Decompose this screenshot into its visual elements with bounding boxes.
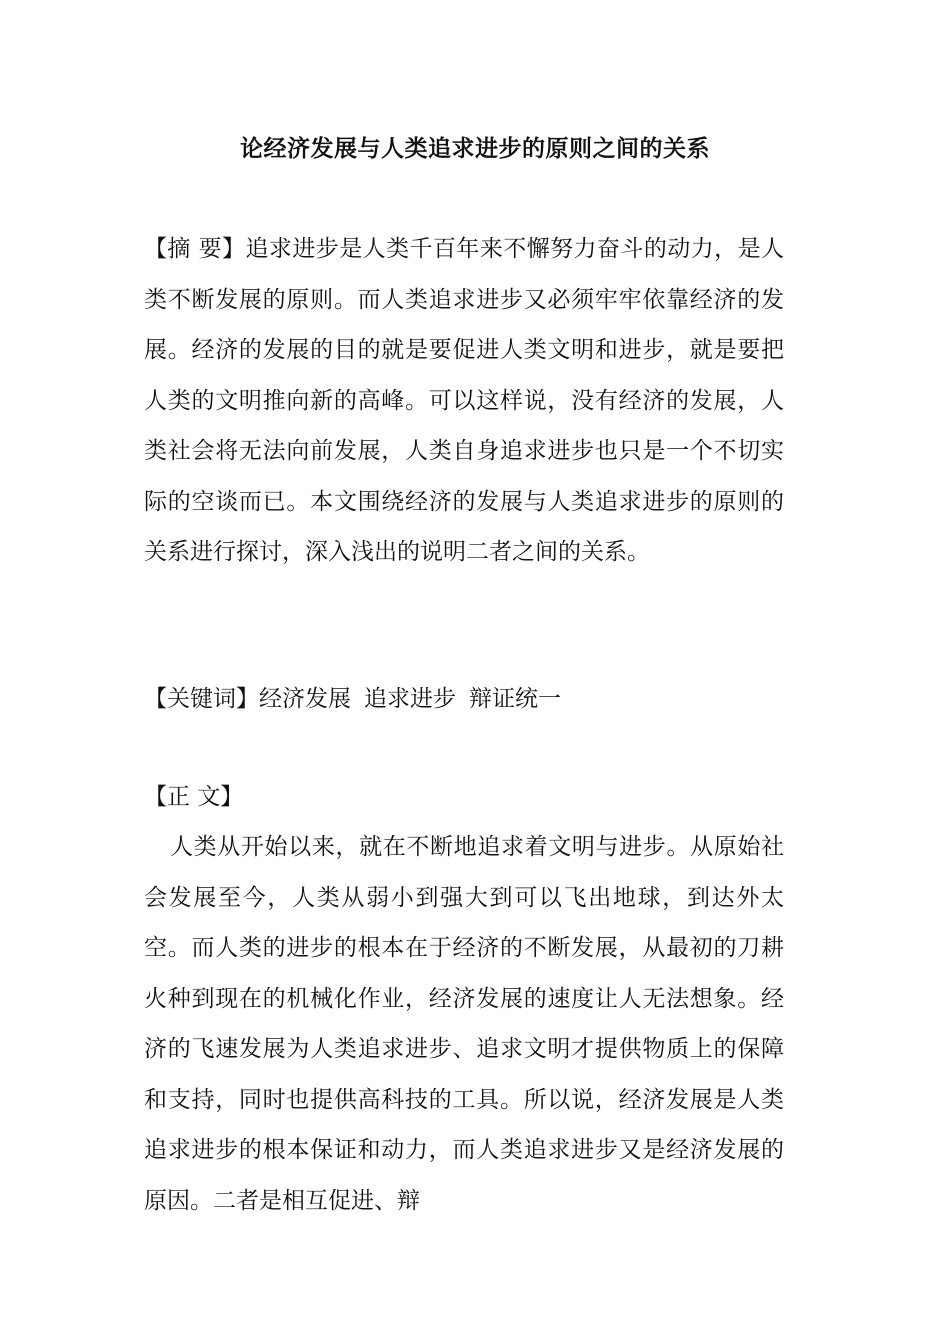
keyword-item: 追求进步 [364,686,456,712]
keyword-item: 经济发展 [259,686,351,712]
body-paragraph: 人类从开始以来，就在不断地追求着文明与进步。从原始社会发展至今，人类从弱小到强大到可以飞出地球，到达外太空。而人类的进步的根本在于经济的不断发展，从最初的刀耕火种到现在的机械化作业，经济发展的速度让人无法想象。经济的飞速发展为人类追求进步、追求文明才提供物质上的保障和支持，同时也提供高科技的工具。所以说，经济发展是人类追求进步的根本保证和动力，而人类追求进步又是经济发展的原因。二者是相互促进、辩 [144,834,784,1214]
keywords-line [144,674,784,725]
keywords-label: 【关键词】 [144,686,259,712]
abstract-paragraph [144,224,784,578]
document-title: 论经济发展与人类追求进步的原则之间的关系 [240,136,710,162]
abstract-text: 追求进步是人类千百年来不懈努力奋斗的动力，是人类不断发展的原则。而人类追求进步又必须牢牢依靠经济的发展。经济的发展的目的就是要促进人类文明和进步，就是要把人类的文明推向新的高峰。可以这样说，没有经济的发展，人类社会将无法向前发展，人类自身追求进步也只是一个不切实际的空谈而已。本文围绕经济的发展与人类追求进步的原则的关系进行探讨，深入浅出的说明二者之间的关系。 [144,236,785,565]
abstract-label: 【摘 要】 [144,236,246,262]
body-label: 【正 文】 [144,784,244,810]
keyword-item: 辩证统一 [469,686,561,712]
